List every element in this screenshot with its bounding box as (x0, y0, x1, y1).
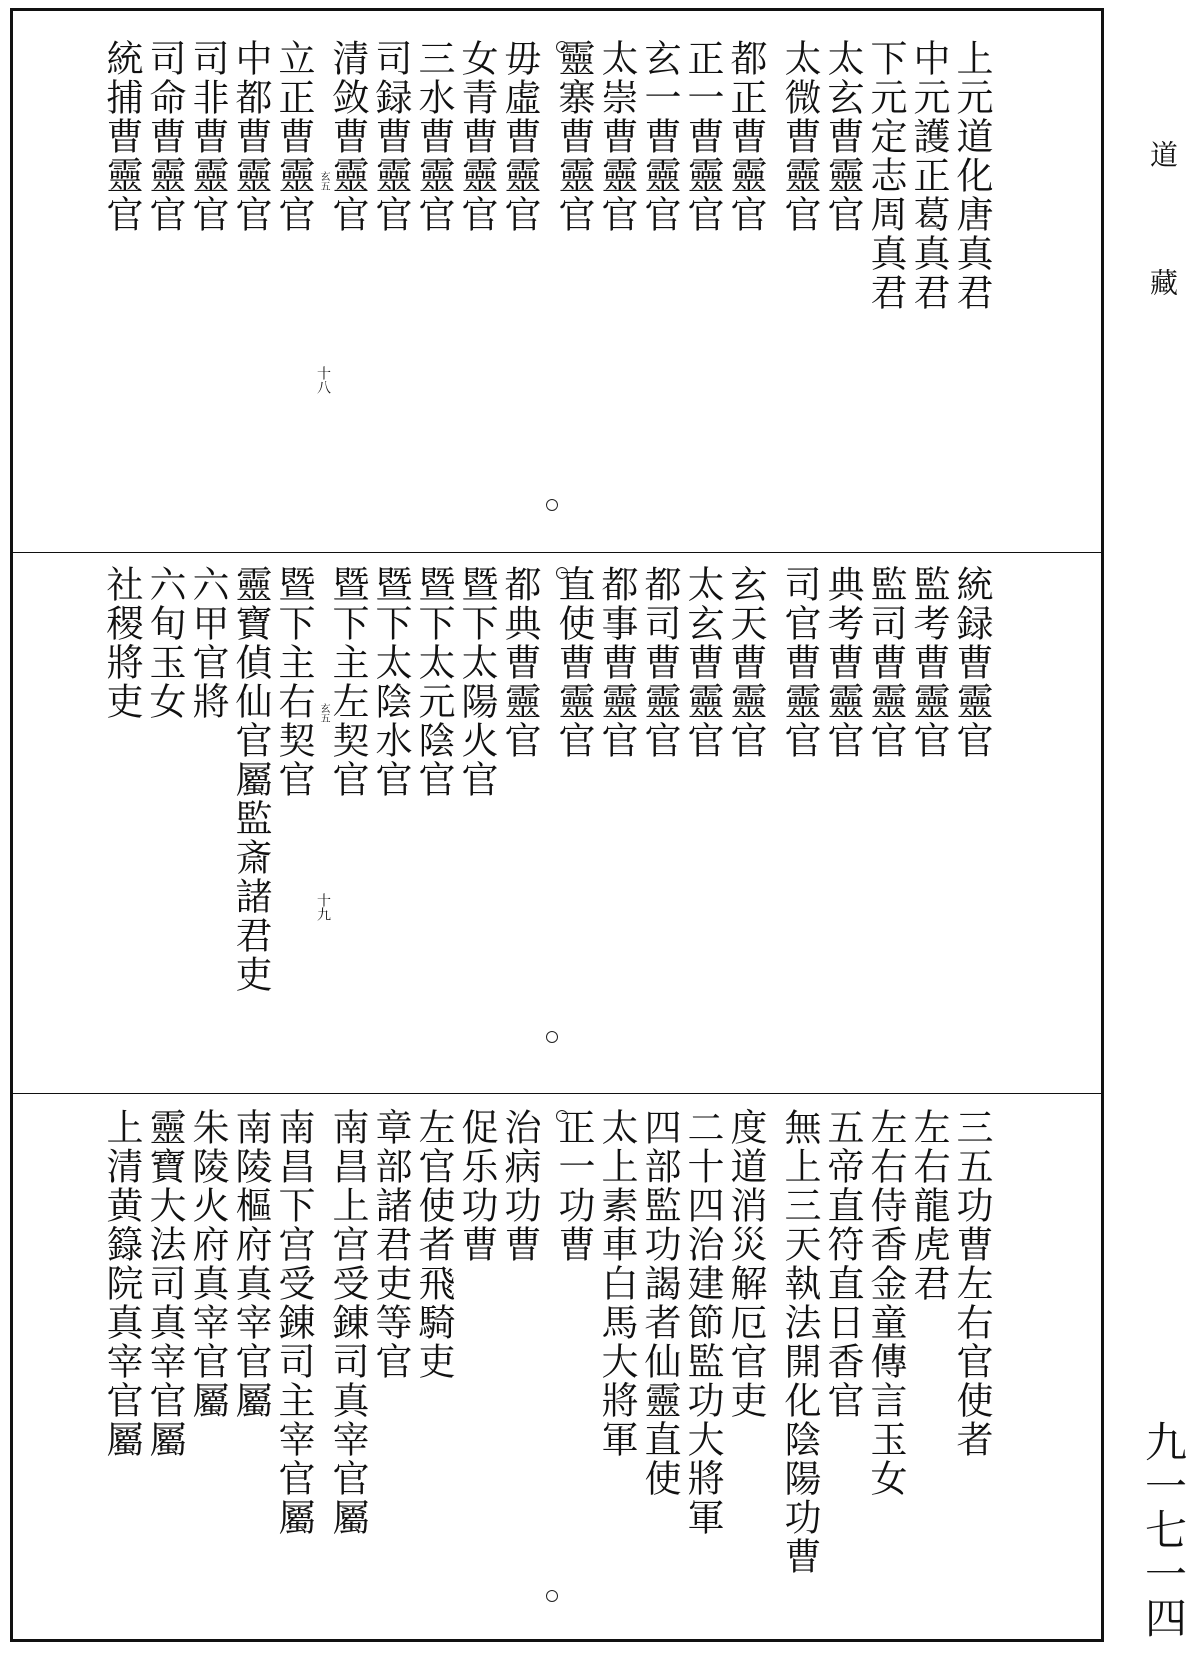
text-column: 左右龍虎君 (907, 1108, 950, 1303)
text-column: 都典曹靈官 (498, 565, 541, 760)
text-column: 正一曹靈官 (681, 39, 724, 234)
text-column: 監司曹靈官 (864, 565, 907, 760)
text-column: 朱陵火府真宰官屬 (186, 1108, 229, 1420)
text-column: 司録曹靈官 (369, 39, 412, 234)
text-column: 社稷將吏 (100, 565, 143, 721)
text-column: 靈寶大法司真宰官屬 (143, 1108, 186, 1459)
text-column: 左官使者飛騎吏 (412, 1108, 455, 1381)
text-column: 太上素車白馬大將軍 (595, 1108, 638, 1459)
text-column: 太玄曹靈官 (821, 39, 864, 234)
circle-mark-icon (556, 1110, 568, 1122)
panel-bottom (13, 1093, 1101, 1639)
text-column: 下元定志周真君 (864, 39, 907, 312)
circle-mark-icon (556, 41, 568, 53)
text-column: 三五功曹左右官使者 (950, 1108, 993, 1459)
text-column: 司非曹靈官 (186, 39, 229, 234)
text-column: 正一功曹 (552, 1108, 595, 1264)
text-column: 四部監功謁者仙靈直使 (638, 1108, 681, 1498)
text-column: 靈寨曹靈官 (552, 39, 595, 234)
text-column: 統捕曹靈官 (100, 39, 143, 234)
margin-title-char: 道 (1146, 140, 1179, 168)
text-column: 典考曹靈官 (821, 565, 864, 760)
small-mark: 玄五 (318, 171, 329, 191)
text-column: 三水曹靈官 (412, 39, 455, 234)
circle-mark-icon (556, 567, 568, 579)
circle-mark-icon (546, 1031, 558, 1043)
margin-title-char: 藏 (1146, 268, 1179, 296)
text-column: 度道消災解厄官吏 (724, 1108, 767, 1420)
text-column: 女青曹靈官 (455, 39, 498, 234)
text-column: 上元道化唐真君 (950, 39, 993, 312)
text-column: 太玄曹靈官 (681, 565, 724, 760)
text-column: 暨下太元陰官 (412, 565, 455, 799)
text-column: 暨下主右契官 (272, 565, 315, 799)
text-column: 六甲官將 (186, 565, 229, 721)
text-column: 靈寶偵仙官屬監斎諸君吏 (229, 565, 272, 994)
text-column: 清敛曹靈官 (326, 39, 369, 234)
text-column: 都正曹靈官 (724, 39, 767, 234)
panel-middle (13, 552, 1101, 1093)
text-column: 玄天曹靈官 (724, 565, 767, 760)
text-column: 直使曹靈官 (552, 565, 595, 760)
text-column: 治病功曹 (498, 1108, 541, 1264)
circle-mark-icon (546, 499, 558, 511)
text-column: 上清黄籙院真宰官屬 (100, 1108, 143, 1459)
sequence-number: 十九 (315, 893, 331, 921)
text-column: 左右侍香金童傳言玉女 (864, 1108, 907, 1498)
text-column: 章部諸君吏等官 (369, 1108, 412, 1381)
text-column: 太崇曹靈官 (595, 39, 638, 234)
text-column: 暨下太陽火官 (455, 565, 498, 799)
small-mark: 玄五 (318, 703, 329, 723)
text-column: 玄一曹靈官 (638, 39, 681, 234)
text-column: 毋虛曹靈官 (498, 39, 541, 234)
text-column: 無上三天執法開化陰陽功曹 (778, 1108, 821, 1576)
page-frame (10, 8, 1104, 1642)
text-column: 都事曹靈官 (595, 565, 638, 760)
sequence-number: 十八 (315, 366, 331, 394)
panel-top (13, 11, 1101, 552)
text-column: 暨下主左契官 (326, 565, 369, 799)
text-column: 司官曹靈官 (778, 565, 821, 760)
page-folio: 九一七一四 (1139, 1420, 1188, 1640)
text-column: 中元護正葛真君 (907, 39, 950, 312)
circle-mark-icon (546, 1590, 558, 1602)
text-column: 五帝直符直日香官 (821, 1108, 864, 1420)
text-column: 促乐功曹 (455, 1108, 498, 1264)
text-column: 六旬玉女 (143, 565, 186, 721)
text-column: 中都曹靈官 (229, 39, 272, 234)
text-column: 司命曹靈官 (143, 39, 186, 234)
text-column: 監考曹靈官 (907, 565, 950, 760)
text-column: 太微曹靈官 (778, 39, 821, 234)
text-column: 立正曹靈官 (272, 39, 315, 234)
text-column: 南昌下宫受錬司主宰官屬 (272, 1108, 315, 1537)
text-column: 南昌上宫受錬司真宰官屬 (326, 1108, 369, 1537)
text-column: 二十四治建節監功大將軍 (681, 1108, 724, 1537)
text-column: 統録曹靈官 (950, 565, 993, 760)
text-column: 都司曹靈官 (638, 565, 681, 760)
text-column: 南陵樞府真宰官屬 (229, 1108, 272, 1420)
text-column: 暨下太陰水官 (369, 565, 412, 799)
